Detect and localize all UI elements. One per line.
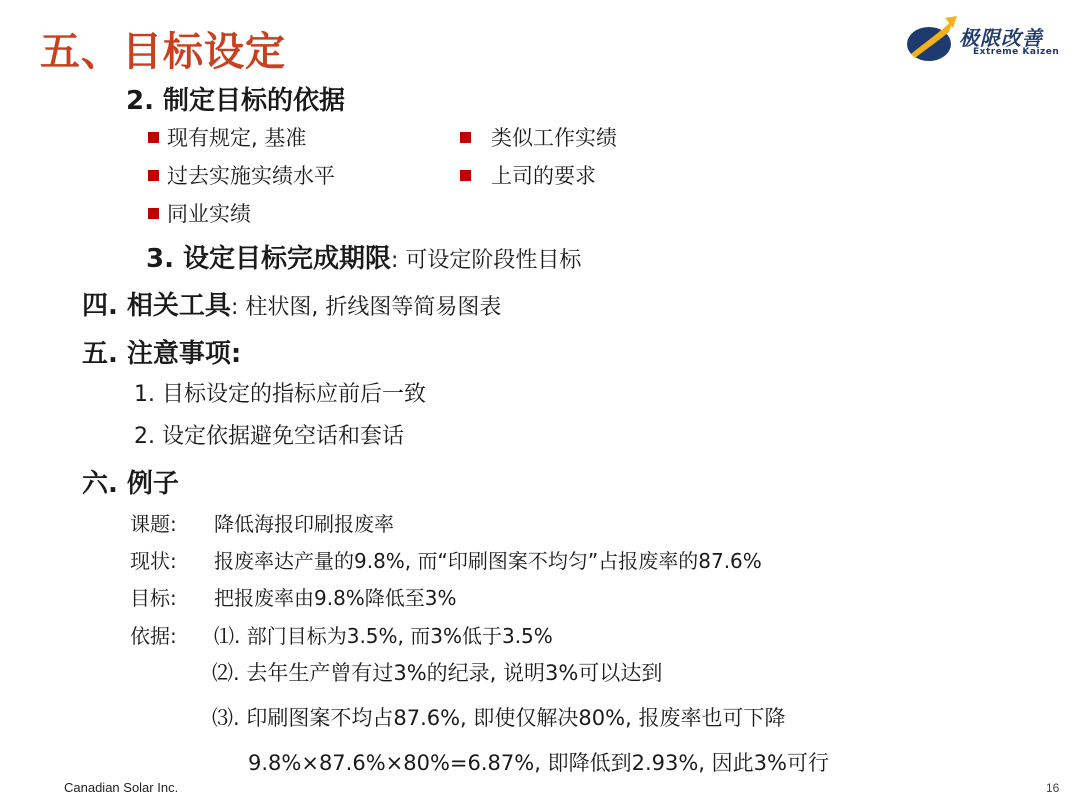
section-2-heading: 2. 制定目标的依据 [126,86,346,116]
section-3-title: 3. 设定目标完成期限 [146,244,392,274]
bullet-text: 类似工作实绩 [491,126,617,150]
list-item: 2. 设定依据避免空话和套话 [134,424,404,449]
logo-text-cn: 极限改善 [959,26,1043,50]
example-label: 目标: [130,586,177,610]
example-value: 把报废率由9.8%降低至3% [214,586,457,610]
example-detail: 9.8%×87.6%×80%=6.87%, 即降低到2.93%, 因此3%可行 [248,751,829,775]
example-value: 降低海报印刷报废率 [214,512,394,536]
list-item [460,160,596,190]
list-item: 1. 目标设定的指标应前后一致 [134,382,426,407]
bullet-text: 上司的要求 [491,164,596,188]
bullet-text: 过去实施实绩水平 [167,164,335,188]
section-3-heading [146,238,581,275]
example-value: ⑴. 部门目标为3.5%, 而3%低于3.5% [214,624,553,648]
section-4-title: 四. 相关工具 [82,291,231,321]
example-detail: ⑶. 印刷图案不均占87.6%, 即使仅解决80%, 报废率也可下降 [212,706,786,730]
logo-mark-icon [905,14,961,68]
section-3-tail: : 可设定阶段性目标 [391,248,582,273]
logo-text-en: Extreme Kaizen [973,47,1060,57]
section-4-heading [82,285,501,322]
logo [905,14,1060,68]
example-label: 依据: [130,624,177,648]
list-item [148,122,306,152]
bullet-text: 现有规定, 基准 [167,126,307,150]
bullet-square-icon [148,170,159,181]
footer-company: Canadian Solar Inc. [64,780,179,795]
example-label: 现状: [130,549,177,573]
section-6-heading: 六. 例子 [82,469,179,499]
page-number: 16 [1046,781,1060,795]
section-4-tail: : 柱状图, 折线图等简易图表 [230,295,502,320]
bullet-square-icon [460,170,471,181]
bullet-square-icon [460,132,471,143]
list-item [148,160,335,190]
list-item [460,122,617,152]
page-title: 五、目标设定 [40,29,286,75]
example-detail: ⑵. 去年生产曾有过3%的纪录, 说明3%可以达到 [212,661,663,685]
example-label: 课题: [130,512,177,536]
section-5-heading: 五. 注意事项: [82,339,242,369]
bullet-square-icon [148,208,159,219]
bullet-square-icon [148,132,159,143]
bullet-text: 同业实绩 [167,202,251,226]
example-value: 报废率达产量的9.8%, 而“印刷图案不均匀”占报废率的87.6% [214,549,762,573]
list-item [148,198,251,228]
